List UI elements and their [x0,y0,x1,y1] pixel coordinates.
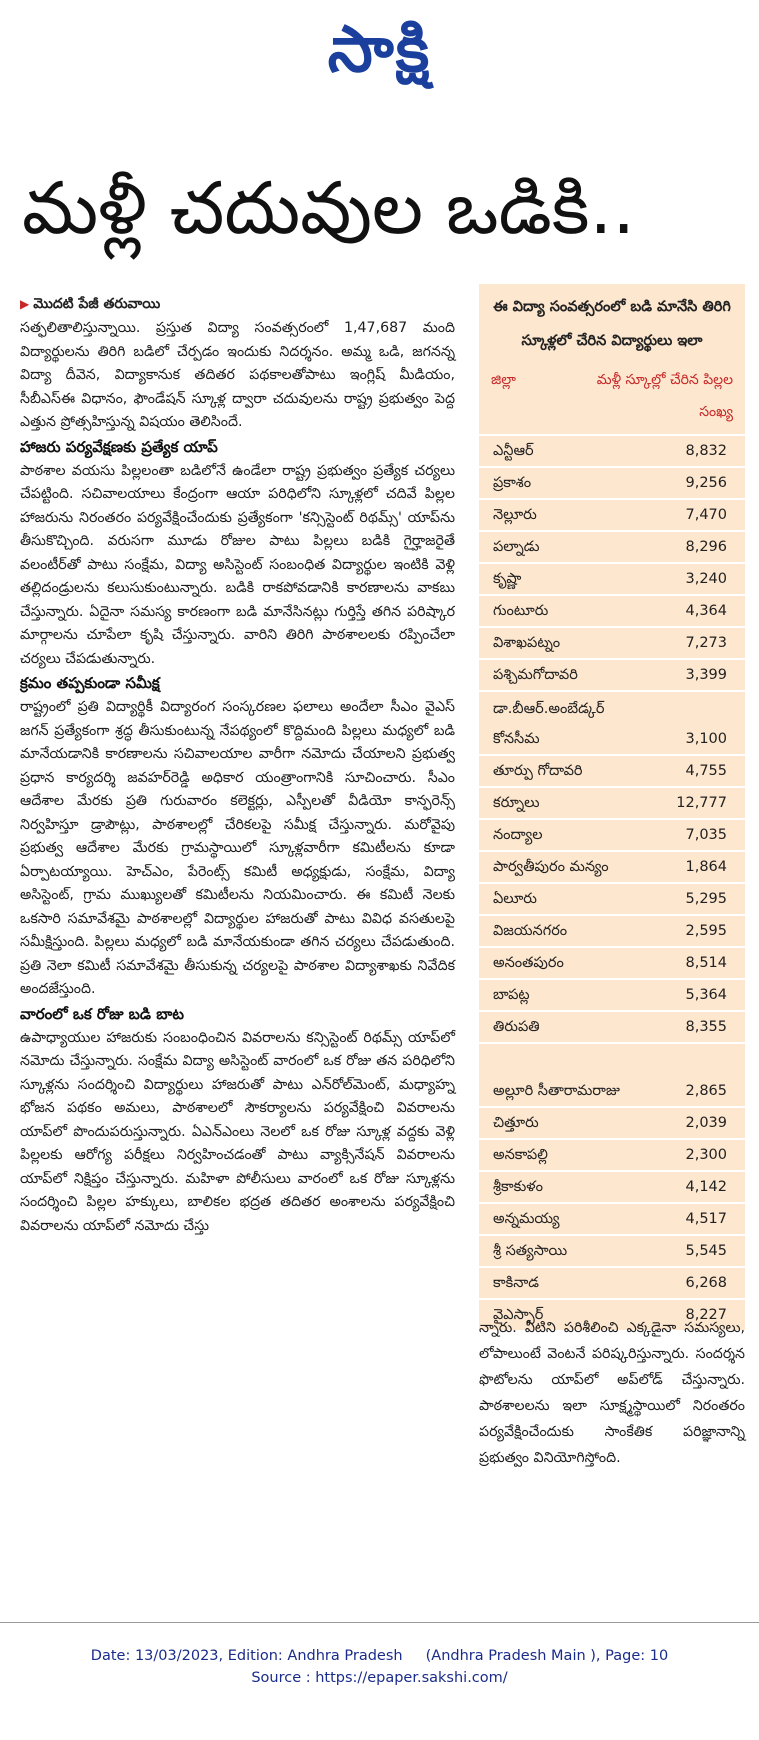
table-row [479,850,745,882]
district-name: అన్నమయ్య [493,1211,560,1227]
district-name: కాకినాడ [493,1275,540,1291]
newspaper-logo: సాక్షి [327,13,432,87]
table-row [479,882,745,914]
student-count: 7,035 [685,827,727,843]
district-name: విజయనగరం [493,923,568,939]
kicker-text: మొదటి పేజీ తరువాయి [33,296,161,312]
student-count: 8,832 [685,443,727,459]
student-count: 5,545 [685,1243,727,1259]
table-row [479,466,745,498]
article-paragraph: సత్ఫలితాలిస్తున్నాయి. ప్రస్తుత విద్యా సంవత్సరంలో 1,47,687 మంది విద్యార్థులను తిరిగి బడిలో చేర్పడం ఇందుకు నిదర్శనం. అమ్మ ఒడి, జగనన్న విద్యా దీవెన, విద్యాకానుక తదితర పథకాలతోపాటు ఇంగ్లిష్ మీడియం, సీబీఎస్ఈ విధానం, ఫౌండేషన్ స్కూళ్ల ద్వారా చదువులను రాష్ట్ర ప్రభుత్వం పెద్ద ఎత్తున ప్రోత్సహిస్తున్న విషయం తెలిసిందే. [20,320,455,430]
student-count: 2,865 [685,1083,727,1099]
table-row [479,530,745,562]
student-count: 2,595 [685,923,727,939]
student-count: 5,295 [685,891,727,907]
table-row [479,1138,745,1170]
district-name: శ్రీ సత్యసాయి [493,1243,568,1259]
article-paragraph: న్నారు. వీటిని పరిశీలించి ఎక్కడైనా సమస్యలు, లోపాలుంటే వెంటనే పరిష్కరిస్తున్నారు. సందర్శన ఫొటోలను యాప్‌లో అప్‌లోడ్ చేస్తున్నారు. పాఠశాలలను ఇలా సూక్ష్మస్థాయిలో నిరంతరం పర్యవేక్షించేందుకు సాంకేతిక పరిజ్ఞానాన్ని ప్రభుత్వం వినియోగిస్తోంది. [479,1320,745,1466]
student-count: 1,864 [685,859,727,875]
footer-source-line: Source : https://epaper.sakshi.com/ [251,1670,508,1686]
student-count: 8,514 [685,955,727,971]
district-name: డా.బీఆర్.అంబేడ్కర్ కోనసీమ [493,701,605,747]
article-continuation [479,1315,745,1471]
table-row [479,498,745,530]
column-header-district: జిల్లా [491,372,516,388]
district-name: ప్రకాశం [493,475,532,491]
table-row [479,818,745,850]
table-row [479,626,745,658]
table-row [479,690,745,754]
student-count: 9,256 [685,475,727,491]
district-stats-box [479,284,745,1330]
district-name: వైఎస్సార్ [493,1307,544,1323]
district-name: పల్నాడు [493,539,540,555]
table-row [479,1202,745,1234]
district-name: గుంటూరు [493,603,549,619]
stats-table-header [479,362,745,434]
table-row [479,594,745,626]
district-name: అల్లూరి సీతారామరాజు [493,1083,620,1099]
student-count: 5,364 [685,987,727,1003]
table-row [479,1234,745,1266]
subheading: క్రమం తప్పకుండా సమీక్ష [20,674,160,692]
student-count: 8,355 [685,1019,727,1035]
article-paragraph: ఉపాధ్యాయుల హాజరుకు సంబంధించిన వివరాలను కన్సిస్టెంట్ రిథమ్స్ యాప్‌లో నమోదు చేస్తున్నారు. సంక్షేమ విద్యా అసిస్టెంట్ వారంలో ఒక రోజు తన పరిధిలోని స్కూళ్లను సందర్శించి విద్యార్థులు హాజరుతో పాటు ఎన్‌రోల్‌మెంట్, మధ్యాహ్న భోజన పథకం అమలు, పాఠశాలలో సౌకర్యాలను పర్యవేక్షించి వివరాలను యాప్‌లో పొందుపరుస్తున్నారు. ఏఎన్‌ఎంలు నెలలో ఒక రోజు స్కూళ్ల వద్దకు వెళ్లి పిల్లలకు ఆరోగ్య పరీక్షలు నిర్వహించడంతో పాటు వ్యాక్సినేషన్ వివరాలను యాప్‌లో నిక్షిప్తం చేస్తున్నారు. మహిళా పోలీసులు వారంలో ఒక రోజు స్కూళ్లను సందర్శించి పిల్లల హక్కులు, బాలికల భద్రత తదితర అంశాలను పర్యవేక్షించి వివరాలను యాప్‌లో నమోదు చేస్తు [20,1029,456,1234]
district-name: తూర్పు గోదావరి [493,763,583,779]
student-count: 7,470 [685,507,727,523]
table-row [479,1042,745,1106]
student-count: 7,273 [685,635,727,651]
table-row [479,754,745,786]
district-name: కృష్ణా [493,571,522,587]
subheading: వారంలో ఒక రోజు బడి బాట [20,1004,184,1023]
headline: మళ్లీ చదువుల ఒడికి.. [22,166,636,250]
district-name: అనంతపురం [493,955,564,971]
table-row [479,658,745,690]
footer-divider [0,1622,759,1623]
district-name: నెల్లూరు [493,507,537,523]
district-name: నంద్యాల [493,827,543,843]
student-count: 12,777 [676,795,727,811]
table-row [479,1010,745,1042]
student-count: 4,142 [685,1179,727,1195]
triangle-bullet-icon: ▶ [20,297,30,311]
table-row [479,946,745,978]
district-name: కర్నూలు [493,795,540,811]
source-footer [0,1645,759,1689]
student-count: 3,240 [685,571,727,587]
student-count: 4,755 [685,763,727,779]
table-row [479,978,745,1010]
stats-table-body [479,434,745,1330]
table-row [479,562,745,594]
table-row [479,1266,745,1298]
district-name: చిత్తూరు [493,1115,539,1131]
student-count: 8,296 [685,539,727,555]
student-count: 8,227 [685,1307,727,1323]
district-name: పార్వతీపురం మన్యం [493,859,609,875]
district-name: విశాఖపట్నం [493,635,561,651]
footer-date-line: Date: 13/03/2023, Edition: Andhra Pradesh (Andhra Pradesh Main ), Page: 10 [90,1648,669,1664]
student-count: 4,517 [685,1211,727,1227]
subheading: హాజరు పర్యవేక్షణకు ప్రత్యేక యాప్ [20,437,218,456]
table-row [479,786,745,818]
student-count: 3,100 [685,731,727,747]
article-paragraph: రాష్ట్రంలో ప్రతి విద్యార్థికీ విద్యారంగ సంస్కరణల ఫలాలు అందేలా సీఎం వైఎస్ జగన్ ప్రత్యేకంగా శ్రద్ధ తీసుకుంటున్న నేపథ్యంలో కొద్దిమంది పిల్లలు మధ్యలో బడి మానేయడానికి కారణాలను సచివాలయాల వారీగా నమోదు చేయాలని ప్రభుత్వ ప్రధాన కార్యదర్శి జవహర్‌రెడ్డి అధికార యంత్రాంగానికి సూచించారు. సీఎం ఆదేశాల మేరకు ప్రతి గురువారం కలెక్టర్లు, ఎస్పీలతో వీడియో కాన్ఫరెన్స్ నిర్వహిస్తూ డ్రాపౌట్లు, పాఠశాలల్లో చేరికలపై సమీక్ష చేస్తున్నారు. మరోవైపు ప్రభుత్వ ఆదేశాల మేరకు గ్రామస్థాయిలో స్కూళ్లవారీగా కమిటీలను కూడా ఏర్పాటయ్యాయి. హెచ్‌ఎం, పేరెంట్స్ కమిటీ అధ్యక్షుడు, సంక్షేమ, విద్యా అసిస్టెంట్, గ్రామ ముఖ్యులతో కమిటీలను నియమించారు. ఈ కమిటీ నెలకు ఒకసారి సమావేశమై పాఠశాలల్లో విద్యార్థుల హాజరుతో పాటు వివిధ వసతులపై సమీక్షిస్తుంది. పిల్లలు మధ్యలో బడి మానేయకుండా తగిన చర్యలు చేపడుతుంది. ప్రతి నెలా కమిటీ సమావేశమై తీసుకున్న చర్యలపై పాఠశాల విద్యాశాఖకు నివేదిక అందజేస్తుంది. [20,699,455,997]
stats-box-title: ఈ విద్యా సంవత్సరంలో బడి మానేసి తిరిగి స్కూళ్లలో చేరిన విద్యార్థులు ఇలా [493,299,731,349]
column-header-count: మళ్లీ స్కూల్లో చేరిన పిల్లల సంఖ్య [596,372,733,420]
district-name: తిరుపతి [493,1019,540,1035]
article-body [20,293,455,1238]
student-count: 2,300 [685,1147,727,1163]
student-count: 3,399 [685,667,727,683]
table-row [479,1106,745,1138]
article-paragraph: పాఠశాల వయసు పిల్లలంతా బడిలోనే ఉండేలా రాష్ట్ర ప్రభుత్వం ప్రత్యేక చర్యలు చేపట్టింది. సచివాలయాలు కేంద్రంగా ఆయా పరిధిలోని స్కూళ్లలో చదివే పిల్లల హాజరును నిరంతరం పర్యవేక్షించేందుకు ప్రత్యేకంగా 'కన్సిస్టెంట్ రిథమ్స్' యాప్‌ను తీసుకొచ్చింది. వరుసగా మూడు రోజుల పాటు పిల్లలు బడికి గైర్హాజరైతే వలంటీర్‌తో పాటు సంక్షేమ, విద్యా అసిస్టెంట్ సంబంధిత విద్యార్థుల ఇంటికి వెళ్లి తల్లిదండ్రులను కలుసుకుంటున్నారు. బడికి రాకపోవడానికి కారణాలను వాకబు చేస్తున్నారు. ఏదైనా సమస్య కారణంగా బడి మానేసినట్లు గుర్తిస్తే తగిన పరిష్కార మార్గాలను చూపేలా కృషి చేస్తున్నారు. వారిని తిరిగి పాఠశాలలకు రప్పించేలా చర్యలు చేపడుతున్నారు. [20,462,455,667]
district-name: పశ్చిమగోదావరి [493,667,578,683]
district-name: ఎన్టీఆర్ [493,443,534,459]
district-name: అనకాపల్లి [493,1147,548,1163]
student-count: 2,039 [685,1115,727,1131]
district-name: శ్రీకాకుళం [493,1179,543,1195]
table-row [479,914,745,946]
district-name: ఏలూరు [493,891,537,907]
table-row [479,1170,745,1202]
district-name: బాపట్ల [493,987,530,1003]
table-row [479,434,745,466]
student-count: 6,268 [685,1275,727,1291]
student-count: 4,364 [685,603,727,619]
kicker [20,293,455,315]
